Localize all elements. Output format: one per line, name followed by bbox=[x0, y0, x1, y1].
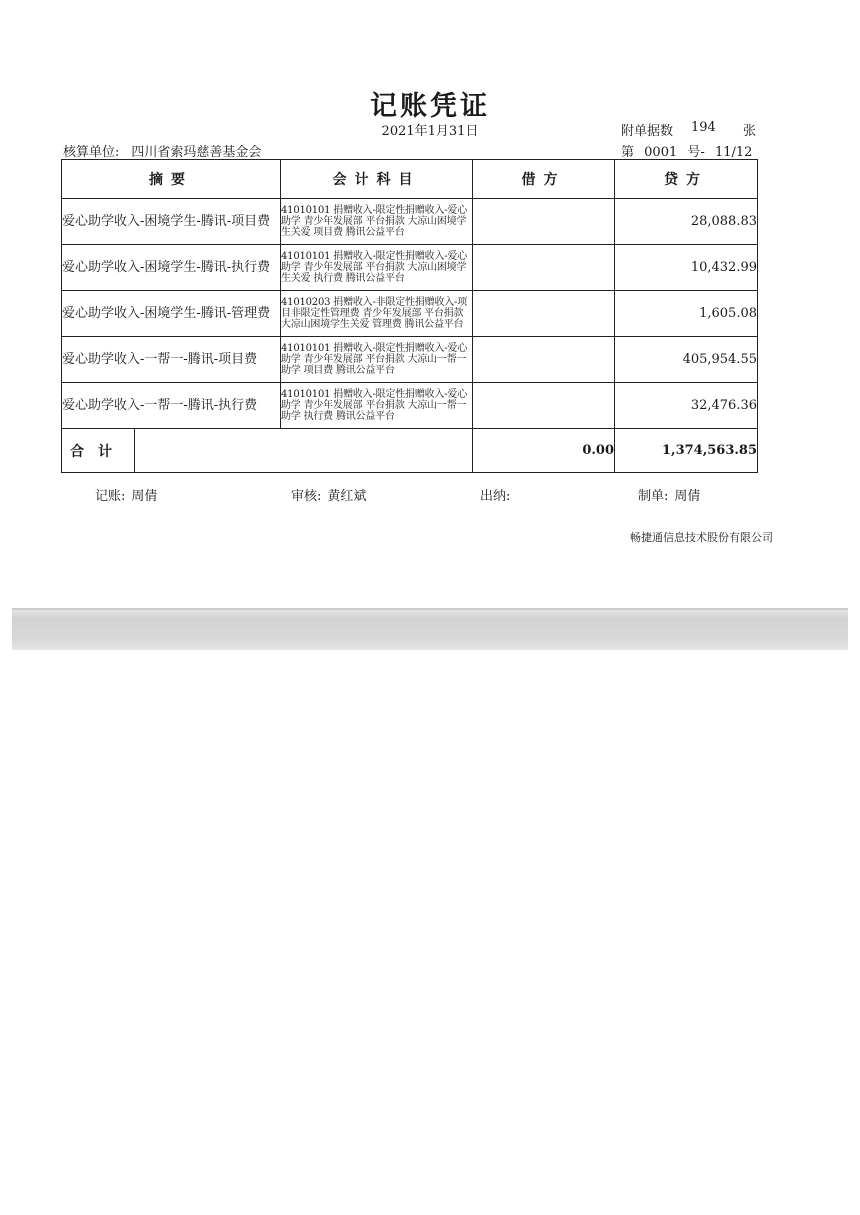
entry-credit: 32,476.36 bbox=[615, 383, 758, 429]
entry-credit: 10,432.99 bbox=[615, 245, 758, 291]
entry-credit: 1,605.08 bbox=[615, 291, 758, 337]
total-row bbox=[62, 429, 758, 473]
reviewer-label: 审核: bbox=[291, 489, 322, 504]
number-value: 0001 bbox=[644, 145, 678, 160]
preparer-signature bbox=[638, 485, 700, 504]
entry-account: 41010101 捐赠收入-限定性捐赠收入-爱心助学 青少年发展部 平台捐款 大凉山困境学生关爱 项目费 腾讯公益平台 bbox=[281, 199, 473, 245]
table-header-row bbox=[62, 160, 758, 199]
bookkeeper-signature bbox=[95, 485, 157, 504]
attach-unit: 张 bbox=[743, 124, 757, 139]
bookkeeper-name: 周倩 bbox=[131, 489, 158, 504]
entry-summary: 爱心助学收入-一帮一-腾讯-执行费 bbox=[62, 383, 281, 429]
entry-debit bbox=[473, 337, 615, 383]
entry-summary: 爱心助学收入-一帮一-腾讯-项目费 bbox=[62, 337, 281, 383]
software-vendor: 畅捷通信息技术股份有限公司 bbox=[630, 531, 773, 544]
table-row bbox=[62, 199, 758, 245]
total-credit: 1,374,563.85 bbox=[615, 429, 758, 473]
number-suffix: 号- bbox=[687, 145, 705, 160]
table-row bbox=[62, 245, 758, 291]
col-summary: 摘要 bbox=[62, 160, 281, 199]
table-row bbox=[62, 337, 758, 383]
unit-name: 四川省索玛慈善基金会 bbox=[131, 145, 262, 160]
preparer-name: 周倩 bbox=[674, 489, 701, 504]
entry-account: 41010101 捐赠收入-限定性捐赠收入-爱心助学 青少年发展部 平台捐款 大凉山一帮一助学 项目费 腾讯公益平台 bbox=[281, 337, 473, 383]
reviewer-signature bbox=[291, 485, 366, 504]
col-credit: 贷方 bbox=[615, 160, 758, 199]
total-debit: 0.00 bbox=[473, 429, 615, 473]
scan-edge-band bbox=[12, 610, 848, 650]
cashier-signature bbox=[480, 485, 516, 504]
total-label-cell bbox=[62, 429, 473, 473]
attach-count-value: 194 bbox=[691, 120, 716, 135]
entry-debit bbox=[473, 199, 615, 245]
voucher-table bbox=[61, 159, 758, 473]
entry-account: 41010101 捐赠收入-限定性捐赠收入-爱心助学 青少年发展部 平台捐款 大凉山困境学生关爱 执行费 腾讯公益平台 bbox=[281, 245, 473, 291]
preparer-label: 制单: bbox=[638, 489, 669, 504]
table-row bbox=[62, 291, 758, 337]
col-debit: 借方 bbox=[473, 160, 615, 199]
entry-summary: 爱心助学收入-困境学生-腾讯-管理费 bbox=[62, 291, 281, 337]
cashier-label: 出纳: bbox=[480, 489, 511, 504]
entry-credit: 28,088.83 bbox=[615, 199, 758, 245]
entry-debit bbox=[473, 383, 615, 429]
entry-debit bbox=[473, 291, 615, 337]
number-prefix: 第 bbox=[621, 145, 635, 160]
entry-summary: 爱心助学收入-困境学生-腾讯-执行费 bbox=[62, 245, 281, 291]
reviewer-name: 黄红斌 bbox=[327, 489, 367, 504]
voucher-date: 2021年1月31日 bbox=[381, 124, 479, 139]
attach-label: 附单据数 bbox=[621, 124, 674, 139]
page-value: 11/12 bbox=[714, 145, 753, 160]
entry-summary: 爱心助学收入-困境学生-腾讯-项目费 bbox=[62, 199, 281, 245]
total-blank bbox=[135, 429, 472, 472]
total-label: 合计 bbox=[62, 429, 135, 472]
bookkeeper-label: 记账: bbox=[95, 489, 126, 504]
attachment-count bbox=[621, 120, 757, 139]
voucher-title: 记账凭证 bbox=[370, 91, 490, 122]
unit-label: 核算单位: bbox=[63, 145, 120, 160]
col-account: 会计科目 bbox=[281, 160, 473, 199]
entry-account: 41010203 捐赠收入-非限定性捐赠收入-项目非限定性管理费 青少年发展部 平台捐款 大凉山困境学生关爱 管理费 腾讯公益平台 bbox=[281, 291, 473, 337]
accounting-unit bbox=[63, 141, 261, 160]
entry-account: 41010101 捐赠收入-限定性捐赠收入-爱心助学 青少年发展部 平台捐款 大凉山一帮一助学 执行费 腾讯公益平台 bbox=[281, 383, 473, 429]
entry-debit bbox=[473, 245, 615, 291]
entry-credit: 405,954.55 bbox=[615, 337, 758, 383]
table-row bbox=[62, 383, 758, 429]
voucher-number bbox=[621, 141, 758, 160]
